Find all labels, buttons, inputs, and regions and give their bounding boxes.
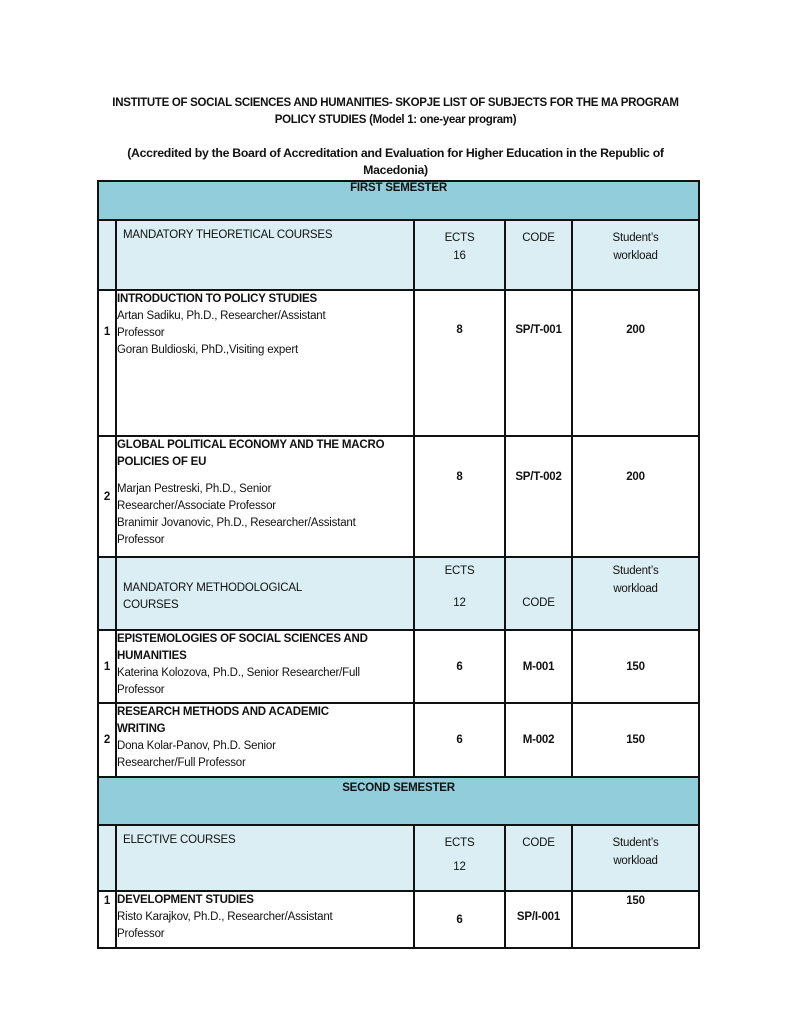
ects-label: ECTS (444, 837, 475, 849)
course-number: 2 (98, 703, 116, 777)
instructor-line: Risto Karajkov, Ph.D., Researcher/Assistant (117, 911, 333, 923)
course-ects: 8 (414, 290, 505, 436)
num-header-cell (98, 557, 116, 630)
section-header-theoretical (98, 220, 699, 290)
section-label: MANDATORY THEORETICAL COURSES (116, 220, 414, 290)
course-number: 1 (98, 290, 116, 436)
section-label-line: COURSES (123, 599, 179, 611)
section-label (116, 557, 414, 630)
course-row (98, 290, 699, 436)
accreditation-line-1: (Accredited by the Board of Accreditation and Evaluation for Higher Education in the Republic of (127, 146, 664, 160)
course-number: 1 (98, 891, 116, 948)
course-row (98, 891, 699, 948)
accreditation-note (60, 145, 731, 179)
course-code: M-001 (505, 630, 572, 703)
workload-label-1: Student’s (612, 232, 659, 244)
course-code: SP/T-002 (505, 436, 572, 557)
section-header-elective (98, 825, 699, 891)
section-label: ELECTIVE COURSES (116, 825, 414, 891)
accreditation-line-2: Macedonia) (363, 163, 428, 177)
course-ects: 6 (414, 630, 505, 703)
ects-label: ECTS (444, 232, 475, 244)
workload-header (572, 220, 699, 290)
subjects-table (97, 180, 700, 949)
code-header: CODE (505, 825, 572, 891)
course-cell (116, 436, 414, 557)
workload-label-1: Student’s (612, 837, 659, 849)
course-workload: 200 (572, 290, 699, 436)
course-code: M-002 (505, 703, 572, 777)
course-workload: 200 (572, 436, 699, 557)
course-cell (116, 630, 414, 703)
instructor-line: Professor (117, 928, 165, 940)
workload-label-2: workload (613, 250, 658, 262)
ects-total: 12 (453, 861, 466, 873)
document-title (60, 95, 731, 129)
ects-label: ECTS (444, 565, 475, 577)
ects-header (414, 557, 505, 630)
semester-row-first (98, 181, 699, 220)
instructor-line: Goran Buldioski, PhD.,Visiting expert (117, 344, 298, 356)
instructor-line: Professor (117, 684, 165, 696)
course-row (98, 630, 699, 703)
ects-header (414, 825, 505, 891)
course-cell (116, 290, 414, 436)
workload-header (572, 557, 699, 630)
workload-label-1: Student’s (612, 565, 659, 577)
course-name: EPISTEMOLOGIES OF SOCIAL SCIENCES AND (117, 633, 368, 645)
course-workload: 150 (572, 630, 699, 703)
semester-label: SECOND SEMESTER (98, 777, 699, 825)
workload-header (572, 825, 699, 891)
course-name: POLICIES OF EU (117, 456, 207, 468)
course-workload: 150 (572, 891, 699, 948)
course-row (98, 436, 699, 557)
instructor-line: Researcher/Full Professor (117, 757, 246, 769)
ects-header (414, 220, 505, 290)
course-cell (116, 703, 414, 777)
workload-label-2: workload (613, 583, 658, 595)
title-line-2: POLICY STUDIES (Model 1: one-year program) (274, 114, 517, 126)
course-name: GLOBAL POLITICAL ECONOMY AND THE MACRO (117, 439, 385, 451)
course-code: SP/T-001 (505, 290, 572, 436)
instructor-line: Researcher/Associate Professor (117, 500, 276, 512)
course-ects: 6 (414, 891, 505, 948)
course-code: SP/I-001 (505, 891, 572, 948)
section-header-methodological (98, 557, 699, 630)
instructor-line: Branimir Jovanovic, Ph.D., Researcher/Assistant (117, 517, 356, 529)
instructor-line: Katerina Kolozova, Ph.D., Senior Researcher/Full (117, 667, 360, 679)
instructor-line: Artan Sadiku, Ph.D., Researcher/Assistant (117, 310, 326, 322)
ects-total: 16 (453, 250, 466, 262)
course-number: 1 (98, 630, 116, 703)
instructor-line: Marjan Pestreski, Ph.D., Senior (117, 483, 272, 495)
course-number: 2 (98, 436, 116, 557)
course-row (98, 703, 699, 777)
course-name: DEVELOPMENT STUDIES (117, 894, 254, 906)
num-header-cell (98, 220, 116, 290)
course-ects: 8 (414, 436, 505, 557)
course-workload: 150 (572, 703, 699, 777)
instructor-line: Dona Kolar-Panov, Ph.D. Senior (117, 740, 276, 752)
semester-row-second (98, 777, 699, 825)
workload-label-2: workload (613, 855, 658, 867)
course-ects: 6 (414, 703, 505, 777)
semester-label: FIRST SEMESTER (98, 181, 699, 220)
num-header-cell (98, 825, 116, 891)
course-name: RESEARCH METHODS AND ACADEMIC (117, 706, 329, 718)
course-name: HUMANITIES (117, 650, 187, 662)
title-line-1: INSTITUTE OF SOCIAL SCIENCES AND HUMANITIES- SKOPJE LIST OF SUBJECTS FOR THE MA PROGRAM (112, 97, 679, 109)
course-cell (116, 891, 414, 948)
instructor-line: Professor (117, 534, 165, 546)
section-label-line: MANDATORY METHODOLOGICAL (123, 582, 303, 594)
code-header: CODE (505, 220, 572, 290)
instructor-line: Professor (117, 327, 165, 339)
course-name: INTRODUCTION TO POLICY STUDIES (117, 293, 317, 305)
ects-total: 12 (453, 597, 466, 609)
code-header: CODE (505, 557, 572, 630)
course-name: WRITING (117, 723, 166, 735)
